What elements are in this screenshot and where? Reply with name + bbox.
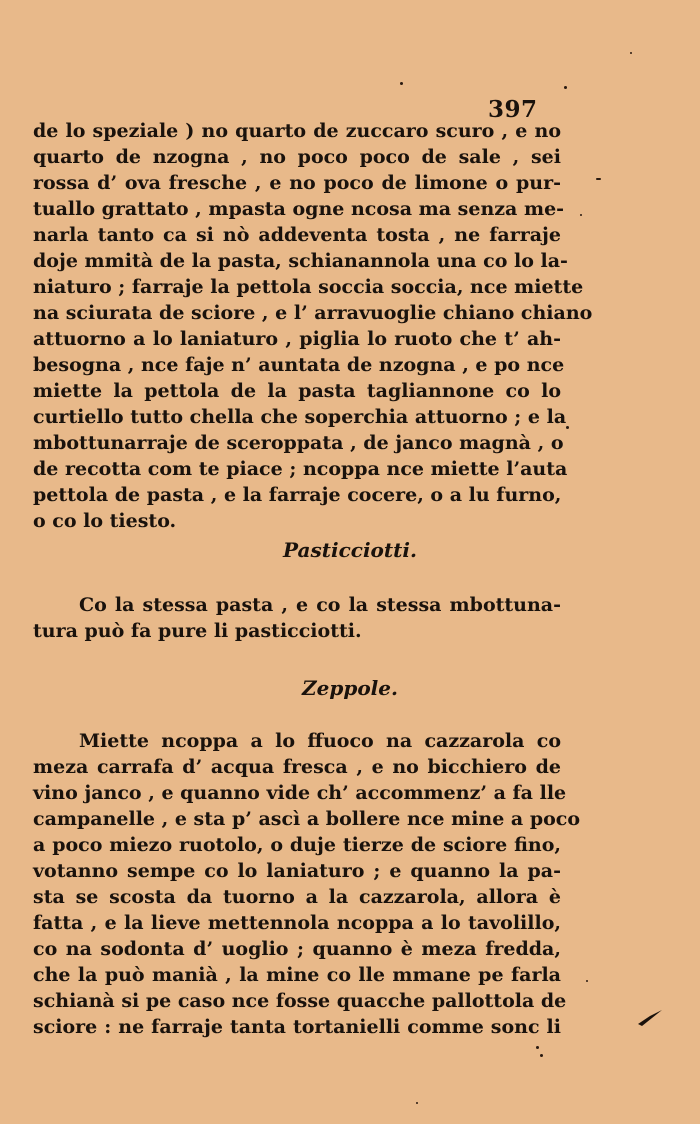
text-line: rossa d’ ova fresche , e no poco de limone o pur-: [33, 172, 561, 194]
text-line: niaturo ; farraje la pettola soccia soccia, nce miette: [33, 276, 584, 298]
text-line: schianà si pe caso nce fosse quacche pallottola de: [33, 990, 567, 1012]
text-line: fatta , e la lieve mettennola ncoppa a lo tavolillo,: [33, 912, 561, 934]
text-line: Miette ncoppa a lo ffuoco na cazzarola co: [79, 730, 561, 752]
paper-speck: [416, 1102, 418, 1104]
text-line: narla tanto ca si nò addeventa tosta , ne farraje: [33, 224, 561, 246]
paper-speck: [630, 52, 632, 54]
paper-speck: [580, 214, 582, 216]
paragraph-3: [33, 728, 581, 1040]
text-line: de recotta com te piace ; ncoppa nce miette l’auta: [33, 458, 568, 480]
paper-speck: [540, 1054, 543, 1057]
text-line: na sciurata de sciore , e l’ arravuoglie chiano chiano: [33, 302, 593, 324]
text-line: co na sodonta d’ uoglio ; quanno è meza fredda,: [33, 938, 561, 960]
paragraph-2: [33, 592, 561, 644]
paper-speck: [400, 82, 403, 85]
text-line: attuorno a lo laniaturo , piglia lo ruoto che t’ ah-: [33, 328, 561, 350]
paragraph-1: [33, 118, 593, 534]
text-line: campanelle , e sta p’ ascì a bollere nce mine a poco: [33, 808, 581, 830]
text-line: miette la pettola de la pasta tagliannone co lo: [33, 380, 561, 402]
section-heading-zeppole: Zeppole.: [302, 676, 398, 700]
text-line: meza carrafa d’ acqua fresca , e no bicchiero de: [33, 756, 561, 778]
text-line: de lo speziale ) no quarto de zuccaro scuro , e no: [33, 120, 561, 142]
text-line: besogna , nce faje n’ auntata de nzogna , e po nce: [33, 354, 565, 376]
text-line: quarto de nzogna , no poco poco de sale , sei: [33, 146, 561, 168]
ink-mark: [636, 1006, 666, 1028]
text-line: sta se scosta da tuorno a la cazzarola, allora è: [33, 886, 561, 908]
section-heading-pasticciotti: Pasticciotti.: [283, 538, 417, 562]
text-line: che la può manià , la mine co lle mmane pe farla: [33, 964, 561, 986]
text-line: votanno sempe co lo laniaturo ; e quanno la pa-: [33, 860, 561, 882]
text-line: tura può fa pure li pasticciotti.: [33, 620, 362, 642]
text-line: mbottunarraje de sceroppata , de janco magnà , o: [33, 432, 564, 454]
text-line: Co la stessa pasta , e co la stessa mbottuna-: [79, 594, 561, 616]
text-line: pettola de pasta , e la farraje cocere, o a lu furno,: [33, 484, 562, 506]
text-line: a poco miezo ruotolo, o duje tierze de sciore fino,: [33, 834, 561, 856]
text-line: doje mmità de la pasta, schianannola una co lo la-: [33, 250, 568, 272]
paper-speck: [564, 86, 567, 89]
paper-speck: [536, 1046, 539, 1049]
paper-speck: [566, 426, 569, 429]
text-line: o co lo tiesto.: [33, 510, 177, 532]
paper-speck: [596, 178, 601, 180]
text-line: curtiello tutto chella che soperchia attuorno ; e la: [33, 406, 567, 428]
text-line: sciore : ne farraje tanta tortanielli comme sonc li: [33, 1016, 561, 1038]
text-line: vino janco , e quanno vide ch’ accommenz’ a fa lle: [33, 782, 567, 804]
paper-speck: [586, 980, 588, 982]
text-line: tuallo grattato , mpasta ogne ncosa ma senza me-: [33, 198, 565, 220]
page-number: 397: [488, 96, 538, 123]
